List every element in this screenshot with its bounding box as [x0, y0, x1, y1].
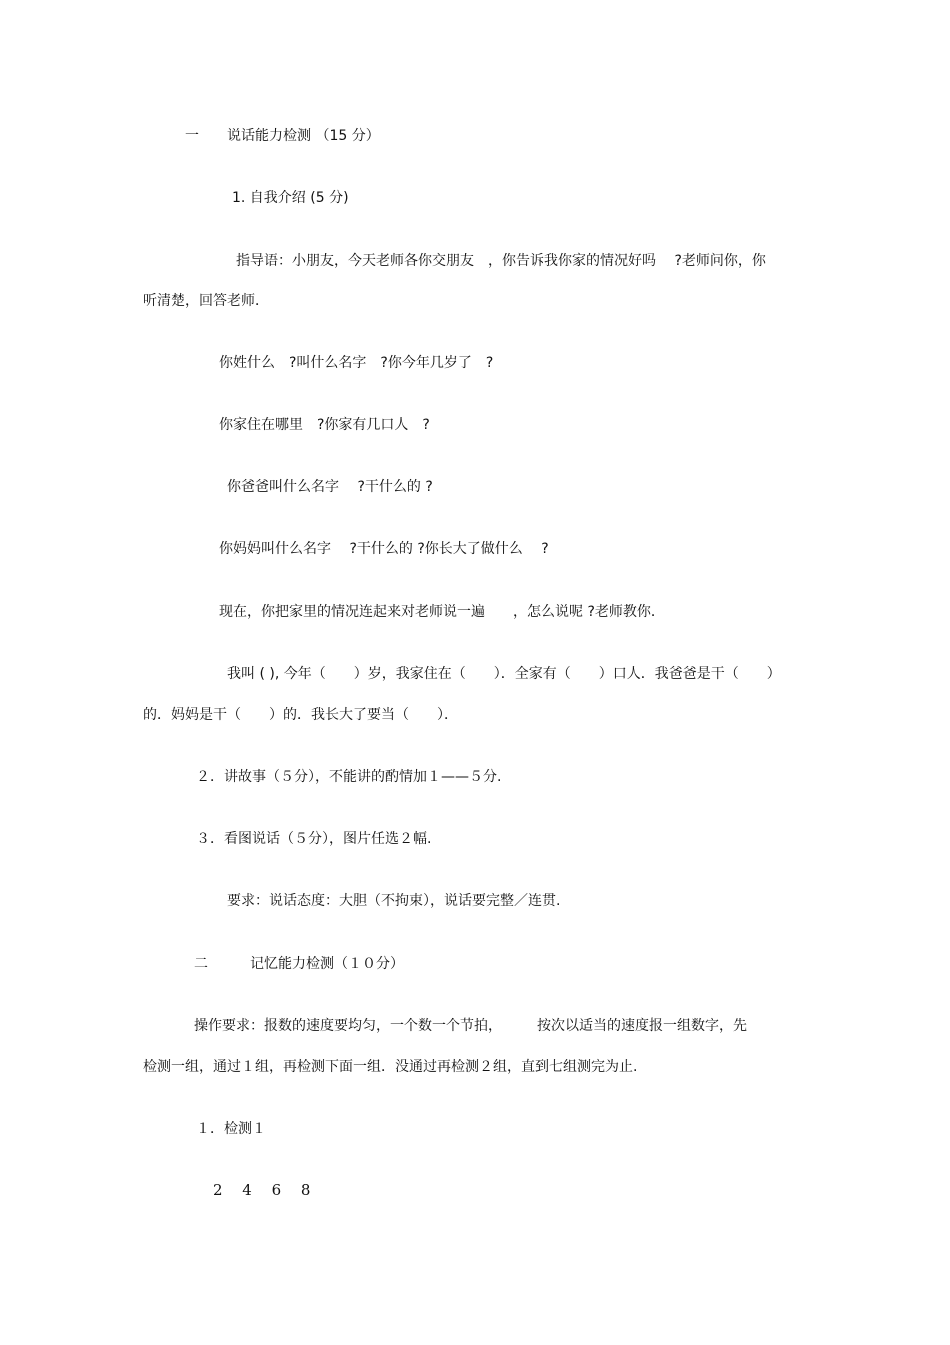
template-sentence-line-1: 我叫 ( ), 今年（ ）岁，我家住在（ ）．全家有（ ）口人．我爸爸是干（ ） [227, 666, 781, 682]
question-name-age: 你姓什么 ?叫什么名字 ?你今年几岁了 ? [219, 355, 494, 371]
template-sentence-line-2: 的．妈妈是干（ ）的．我长大了要当（ ）． [143, 707, 458, 723]
requirement-text: 要求：说话态度：大胆（不拘束），说话要完整／连贯. [227, 893, 561, 909]
item-test-1: １．检测１ [196, 1121, 266, 1137]
item-self-introduction: 1. 自我介绍 (5 分) [232, 190, 349, 206]
section-heading-memory: 二 记忆能力检测（１０分） [194, 956, 404, 972]
guidance-text-line-2: 听清楚，回答老师． [143, 293, 269, 309]
item-picture-talk: ３．看图说话（５分），图片任选２幅. [196, 831, 432, 847]
guidance-text-line-1: 指导语：小朋友，今天老师各你交朋友 ，你告诉我你家的情况好吗 ?老师问你，你 [236, 253, 766, 269]
question-father: 你爸爸叫什么名字 ?干什么的 ? [227, 479, 433, 495]
instruction-connect: 现在，你把家里的情况连起来对老师说一遍 ，怎么说呢 ?老师教你． [219, 604, 665, 620]
operation-text-line-1: 操作要求：报数的速度要均匀，一个数一个节拍， 按次以适当的速度报一组数字，先 [194, 1018, 747, 1034]
section-heading-speaking: 一 说话能力检测 （15 分） [185, 128, 380, 144]
question-mother: 你妈妈叫什么名字 ?干什么的 ?你长大了做什么 ? [219, 541, 549, 557]
question-home-family: 你家住在哪里 ?你家有几口人 ? [219, 417, 430, 433]
digit-sequence: 2 4 6 8 [213, 1181, 311, 1199]
item-storytelling: ２．讲故事（５分），不能讲的酌情加１——５分. [196, 769, 502, 785]
operation-text-line-2: 检测一组，通过１组，再检测下面一组．没通过再检测２组，直到七组测完为止. [143, 1059, 638, 1075]
